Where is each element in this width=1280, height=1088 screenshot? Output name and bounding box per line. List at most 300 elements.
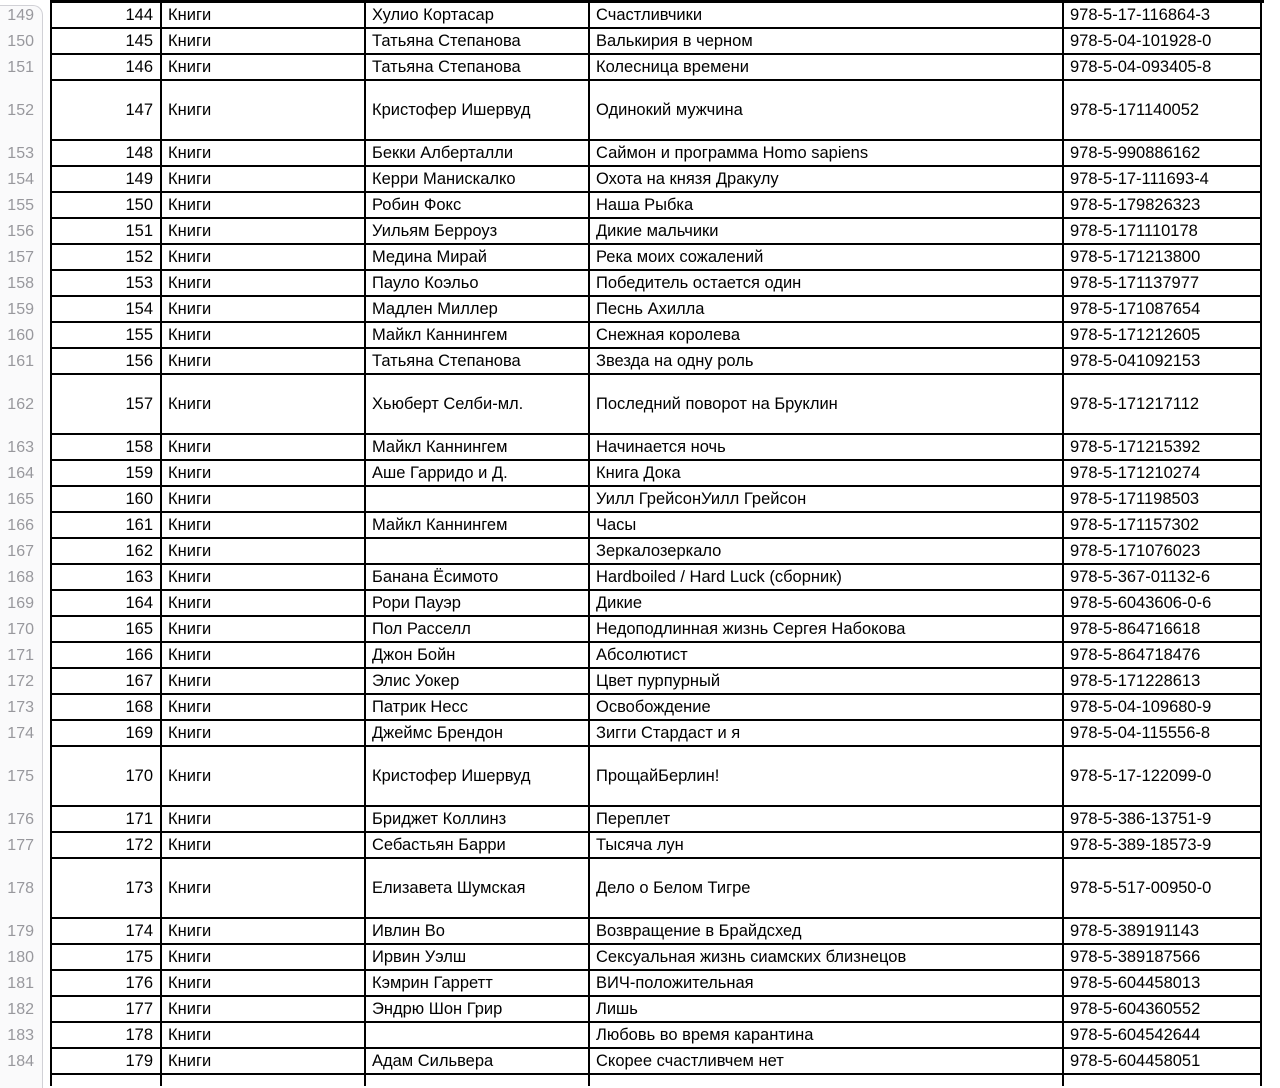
table-row: [0, 807, 1264, 833]
cell-author[interactable]: Майкл Каннингем: [366, 513, 590, 537]
cell-id[interactable]: 170: [50, 747, 162, 805]
cell-isbn[interactable]: 978-5-990886162: [1064, 141, 1262, 165]
cell-category[interactable]: Книги: [162, 833, 366, 857]
cell-id[interactable]: 176: [50, 971, 162, 995]
gutter-gap: [43, 349, 50, 375]
cell-isbn[interactable]: 978-5-604458051: [1064, 1049, 1262, 1073]
table-row-cells: [50, 461, 1262, 487]
cell-author[interactable]: Медина Мирай: [366, 245, 590, 269]
cell-id[interactable]: 167: [50, 669, 162, 693]
cell-author[interactable]: Мадлен Миллер: [366, 297, 590, 321]
table-row: [0, 245, 1264, 271]
cell-category[interactable]: Книги: [162, 859, 366, 917]
table-row-cells: [50, 245, 1262, 271]
cell-author[interactable]: Хьюберт Селби-мл.: [366, 375, 590, 433]
cell-isbn[interactable]: 978-5-171110178: [1064, 219, 1262, 243]
cell-isbn[interactable]: 978-5-367-01132-6: [1064, 565, 1262, 589]
row-number-header[interactable]: 150: [7, 33, 34, 50]
cell-category[interactable]: Книги: [162, 29, 366, 53]
table-row: [0, 565, 1264, 591]
cell-author[interactable]: [366, 539, 590, 563]
cell-title[interactable]: Книга Дока: [590, 461, 1064, 485]
gutter-gap: [43, 461, 50, 487]
table-row-cells: [50, 435, 1262, 461]
cell-title[interactable]: Валькирия в черном: [590, 29, 1064, 53]
cell-title[interactable]: Одинокий мужчина: [590, 81, 1064, 139]
cell-id[interactable]: 172: [50, 833, 162, 857]
cell-category[interactable]: Книги: [162, 323, 366, 347]
gutter-gap: [43, 297, 50, 323]
cell-isbn[interactable]: 978-5-041092153: [1064, 349, 1262, 373]
table-row: [0, 81, 1264, 141]
cell-title[interactable]: ПрощайБерлин!: [590, 747, 1064, 805]
cell-isbn[interactable]: 978-5-6043606-0-6: [1064, 591, 1262, 615]
gutter-gap: [43, 617, 50, 643]
cell-id[interactable]: 155: [50, 323, 162, 347]
cell-isbn[interactable]: 978-5-389191143: [1064, 919, 1262, 943]
cell-category[interactable]: Книги: [162, 167, 366, 191]
cell-id[interactable]: 150: [50, 193, 162, 217]
row-number-header[interactable]: 182: [7, 1001, 34, 1018]
table-row: [0, 539, 1264, 565]
cell-title[interactable]: Дело о Белом Тигре: [590, 859, 1064, 917]
cell-title[interactable]: Зигги Стардаст и я: [590, 721, 1064, 745]
gutter-gap: [43, 513, 50, 539]
cell-category[interactable]: Книги: [162, 219, 366, 243]
cell-category[interactable]: Книги: [162, 997, 366, 1021]
cell-isbn[interactable]: 978-5-171217112: [1064, 375, 1262, 433]
cell-title[interactable]: Лишь: [590, 997, 1064, 1021]
table-row: [0, 55, 1264, 81]
row-number-header[interactable]: 173: [7, 699, 34, 716]
cell-author[interactable]: Аше Гарридо и Д.: [366, 461, 590, 485]
table-row: [0, 193, 1264, 219]
row-number-header[interactable]: 172: [7, 673, 34, 690]
cell-author[interactable]: Бекки Алберталли: [366, 141, 590, 165]
cell-isbn[interactable]: 978-5-171215392: [1064, 435, 1262, 459]
cell-category[interactable]: Книги: [162, 1023, 366, 1047]
cell-category[interactable]: Книги: [162, 747, 366, 805]
cell-id[interactable]: 144: [50, 3, 162, 27]
table-row: [0, 833, 1264, 859]
cell-isbn[interactable]: 978-5-389-18573-9: [1064, 833, 1262, 857]
gutter-gap: [43, 81, 50, 141]
partial-row: [0, 1075, 1264, 1086]
table-row: [0, 3, 1264, 29]
cell-category[interactable]: Книги: [162, 193, 366, 217]
cell-category[interactable]: Книги: [162, 807, 366, 831]
cell-author[interactable]: Ивлин Во: [366, 919, 590, 943]
table-row: [0, 591, 1264, 617]
cell-category[interactable]: Книги: [162, 565, 366, 589]
table-row-cells: [50, 945, 1262, 971]
table-row-cells: [50, 271, 1262, 297]
cell-id[interactable]: 159: [50, 461, 162, 485]
cell-isbn[interactable]: 978-5-04-115556-8: [1064, 721, 1262, 745]
table-row-cells: [50, 591, 1262, 617]
cell-title[interactable]: Счастливчики: [590, 3, 1064, 27]
table-row-cells: [50, 1023, 1262, 1049]
gutter-gap: [43, 487, 50, 513]
row-number-header[interactable]: 167: [7, 543, 34, 560]
cell-isbn[interactable]: 978-5-04-101928-0: [1064, 29, 1262, 53]
cell-title[interactable]: Начинается ночь: [590, 435, 1064, 459]
cell-author[interactable]: Элис Уокер: [366, 669, 590, 693]
table-row-cells: [50, 859, 1262, 919]
row-number-header[interactable]: 170: [7, 621, 34, 638]
cell-title[interactable]: Уилл ГрейсонУилл Грейсон: [590, 487, 1064, 511]
row-number-header[interactable]: 159: [7, 301, 34, 318]
gutter-gap: [43, 643, 50, 669]
row-number-header[interactable]: 169: [7, 595, 34, 612]
cell-title[interactable]: Дикие: [590, 591, 1064, 615]
table-row: [0, 323, 1264, 349]
gutter-gap: [43, 919, 50, 945]
cell-author[interactable]: Робин Фокс: [366, 193, 590, 217]
cell-category[interactable]: Книги: [162, 513, 366, 537]
cell-title[interactable]: Сексуальная жизнь сиамских близнецов: [590, 945, 1064, 969]
table-row-cells: [50, 919, 1262, 945]
cell-category[interactable]: Книги: [162, 971, 366, 995]
cell-title[interactable]: Часы: [590, 513, 1064, 537]
table-row: [0, 617, 1264, 643]
table-row: [0, 513, 1264, 539]
table-row-cells: [50, 1075, 1262, 1086]
cell-title[interactable]: Тысяча лун: [590, 833, 1064, 857]
table-row-cells: [50, 833, 1262, 859]
gutter-gap: [43, 193, 50, 219]
cell-category[interactable]: Книги: [162, 919, 366, 943]
cell-category[interactable]: Книги: [162, 55, 366, 79]
cell-title[interactable]: ВИЧ-положительная: [590, 971, 1064, 995]
cell-title[interactable]: Освобождение: [590, 695, 1064, 719]
cell-title[interactable]: Hardboiled / Hard Luck (сборник): [590, 565, 1064, 589]
cell-title[interactable]: Саймон и программа Homo sapiens: [590, 141, 1064, 165]
table-row-cells: [50, 721, 1262, 747]
cell-author[interactable]: Уильям Берроуз: [366, 219, 590, 243]
cell-id[interactable]: 148: [50, 141, 162, 165]
cell-id[interactable]: 166: [50, 643, 162, 667]
cell-category[interactable]: Книги: [162, 669, 366, 693]
row-number-header[interactable]: 176: [7, 811, 34, 828]
row-number-header[interactable]: 181: [7, 975, 34, 992]
cell-title[interactable]: Недоподлинная жизнь Сергея Набокова: [590, 617, 1064, 641]
cell-title[interactable]: Абсолютист: [590, 643, 1064, 667]
cell-author[interactable]: [366, 1075, 590, 1086]
cell-title[interactable]: Переплет: [590, 807, 1064, 831]
cell-isbn[interactable]: 978-5-171087654: [1064, 297, 1262, 321]
cell-id[interactable]: 145: [50, 29, 162, 53]
cell-isbn[interactable]: [1064, 1075, 1262, 1086]
cell-isbn[interactable]: 978-5-17-116864-3: [1064, 3, 1262, 27]
row-number-header[interactable]: 178: [7, 880, 34, 897]
gutter-gap: [43, 1075, 50, 1086]
table-row-cells: [50, 997, 1262, 1023]
cell-id[interactable]: 164: [50, 591, 162, 615]
gutter-gap: [43, 859, 50, 919]
cell-category[interactable]: Книги: [162, 945, 366, 969]
cell-author[interactable]: Кристофер Ишервуд: [366, 81, 590, 139]
row-number-header[interactable]: 155: [7, 197, 34, 214]
cell-id[interactable]: 160: [50, 487, 162, 511]
row-number-header[interactable]: 154: [7, 171, 34, 188]
cell-title[interactable]: Зеркалозеркало: [590, 539, 1064, 563]
cell-isbn[interactable]: 978-5-517-00950-0: [1064, 859, 1262, 917]
table-row: [0, 747, 1264, 807]
cell-id[interactable]: 158: [50, 435, 162, 459]
table-row: [0, 1049, 1264, 1075]
table-row: [0, 375, 1264, 435]
cell-isbn[interactable]: 978-5-864716618: [1064, 617, 1262, 641]
cell-isbn[interactable]: 978-5-604542644: [1064, 1023, 1262, 1047]
cell-author[interactable]: Эндрю Шон Грир: [366, 997, 590, 1021]
cell-category[interactable]: Книги: [162, 81, 366, 139]
cell-id[interactable]: 168: [50, 695, 162, 719]
cell-author[interactable]: Майкл Каннингем: [366, 435, 590, 459]
cell-id[interactable]: 173: [50, 859, 162, 917]
cell-category[interactable]: Книги: [162, 1049, 366, 1073]
cell-category[interactable]: Книги: [162, 617, 366, 641]
table-row-cells: [50, 617, 1262, 643]
cell-id[interactable]: 157: [50, 375, 162, 433]
cell-isbn[interactable]: 978-5-171198503: [1064, 487, 1262, 511]
cell-author[interactable]: Керри Манискалко: [366, 167, 590, 191]
cell-title[interactable]: Река моих сожалений: [590, 245, 1064, 269]
cell-category[interactable]: Книги: [162, 271, 366, 295]
cell-isbn[interactable]: 978-5-17-111693-4: [1064, 167, 1262, 191]
cell-author[interactable]: [366, 487, 590, 511]
gutter-gap: [43, 833, 50, 859]
table-row-cells: [50, 193, 1262, 219]
cell-id[interactable]: 153: [50, 271, 162, 295]
cell-author[interactable]: Татьяна Степанова: [366, 55, 590, 79]
cell-author[interactable]: Банана Ёсимото: [366, 565, 590, 589]
cell-author[interactable]: Бриджет Коллинз: [366, 807, 590, 831]
row-number-header[interactable]: 175: [7, 768, 34, 785]
cell-author[interactable]: Хулио Кортасар: [366, 3, 590, 27]
cell-category[interactable]: Книги: [162, 591, 366, 615]
cell-author[interactable]: Патрик Несс: [366, 695, 590, 719]
table-row: [0, 141, 1264, 167]
row-number-header[interactable]: 160: [7, 327, 34, 344]
row-number-header[interactable]: 166: [7, 517, 34, 534]
cell-id[interactable]: 162: [50, 539, 162, 563]
cell-category[interactable]: Книги: [162, 3, 366, 27]
cell-isbn[interactable]: 978-5-386-13751-9: [1064, 807, 1262, 831]
cell-author[interactable]: Елизавета Шумская: [366, 859, 590, 917]
row-number-header[interactable]: 174: [7, 725, 34, 742]
row-number-header[interactable]: 171: [7, 647, 34, 664]
gutter-gap: [43, 997, 50, 1023]
table-row-cells: [50, 1049, 1262, 1075]
gutter-gap: [43, 375, 50, 435]
cell-category[interactable]: Книги: [162, 435, 366, 459]
table-row: [0, 643, 1264, 669]
cell-isbn[interactable]: 978-5-171137977: [1064, 271, 1262, 295]
table-row: [0, 669, 1264, 695]
cell-id[interactable]: 161: [50, 513, 162, 537]
cell-category[interactable]: Книги: [162, 297, 366, 321]
cell-author[interactable]: Кристофер Ишервуд: [366, 747, 590, 805]
cell-isbn[interactable]: 978-5-171076023: [1064, 539, 1262, 563]
cell-category[interactable]: [162, 1075, 366, 1086]
cell-category[interactable]: Книги: [162, 539, 366, 563]
cell-category[interactable]: Книги: [162, 375, 366, 433]
cell-isbn[interactable]: 978-5-04-109680-9: [1064, 695, 1262, 719]
table-row-cells: [50, 167, 1262, 193]
cell-isbn[interactable]: 978-5-179826323: [1064, 193, 1262, 217]
cell-id[interactable]: 177: [50, 997, 162, 1021]
cell-title[interactable]: Песнь Ахилла: [590, 297, 1064, 321]
gutter-gap: [43, 435, 50, 461]
table-row: [0, 167, 1264, 193]
cell-category[interactable]: Книги: [162, 487, 366, 511]
cell-title[interactable]: Снежная королева: [590, 323, 1064, 347]
gutter-gap: [43, 3, 50, 29]
cell-isbn[interactable]: 978-5-171212605: [1064, 323, 1262, 347]
table-row: [0, 721, 1264, 747]
table-row: [0, 945, 1264, 971]
row-number-header[interactable]: 168: [7, 569, 34, 586]
row-number-header[interactable]: 153: [7, 145, 34, 162]
gutter-gap: [43, 167, 50, 193]
table-row: [0, 859, 1264, 919]
gutter-gap: [43, 245, 50, 271]
table-row-cells: [50, 747, 1262, 807]
cell-id[interactable]: 152: [50, 245, 162, 269]
table-row-cells: [50, 55, 1262, 81]
cell-id[interactable]: 154: [50, 297, 162, 321]
cell-isbn[interactable]: 978-5-171228613: [1064, 669, 1262, 693]
row-number-header[interactable]: 156: [7, 223, 34, 240]
cell-isbn[interactable]: 978-5-17-122099-0: [1064, 747, 1262, 805]
cell-id[interactable]: 178: [50, 1023, 162, 1047]
cell-category[interactable]: Книги: [162, 461, 366, 485]
row-number-header: [0, 1075, 43, 1086]
cell-category[interactable]: Книги: [162, 141, 366, 165]
cell-author[interactable]: Пауло Коэльо: [366, 271, 590, 295]
row-number-header[interactable]: 162: [7, 396, 34, 413]
row-number-header[interactable]: 179: [7, 923, 34, 940]
cell-author[interactable]: Татьяна Степанова: [366, 29, 590, 53]
gutter-gap: [43, 539, 50, 565]
cell-id[interactable]: 165: [50, 617, 162, 641]
row-number-header[interactable]: 180: [7, 949, 34, 966]
cell-author[interactable]: Майкл Каннингем: [366, 323, 590, 347]
row-number-header[interactable]: 151: [7, 59, 34, 76]
cell-id[interactable]: 156: [50, 349, 162, 373]
gutter-gap: [43, 591, 50, 617]
gutter-gap: [43, 945, 50, 971]
cell-title[interactable]: Любовь во время карантина: [590, 1023, 1064, 1047]
row-number-header[interactable]: 158: [7, 275, 34, 292]
cell-isbn[interactable]: 978-5-171157302: [1064, 513, 1262, 537]
table-row: [0, 461, 1264, 487]
cell-title[interactable]: Колесница времени: [590, 55, 1064, 79]
table-row-cells: [50, 297, 1262, 323]
cell-title[interactable]: Победитель остается один: [590, 271, 1064, 295]
gutter-gap: [43, 747, 50, 807]
cell-isbn[interactable]: 978-5-171140052: [1064, 81, 1262, 139]
cell-title[interactable]: Последний поворот на Бруклин: [590, 375, 1064, 433]
cell-title[interactable]: Наша Рыбка: [590, 193, 1064, 217]
gutter-gap: [43, 695, 50, 721]
cell-author[interactable]: Пол Расселл: [366, 617, 590, 641]
cell-id[interactable]: 179: [50, 1049, 162, 1073]
cell-id[interactable]: [50, 1075, 162, 1086]
cell-title[interactable]: Возвращение в Брайдсхед: [590, 919, 1064, 943]
cell-author[interactable]: Адам Сильвера: [366, 1049, 590, 1073]
cell-author[interactable]: Татьяна Степанова: [366, 349, 590, 373]
cell-category[interactable]: Книги: [162, 245, 366, 269]
cell-id[interactable]: 174: [50, 919, 162, 943]
row-number-header[interactable]: 157: [7, 249, 34, 266]
row-number-header[interactable]: 183: [7, 1027, 34, 1044]
cell-author[interactable]: Рори Пауэр: [366, 591, 590, 615]
cell-title[interactable]: Скорее счастливчем нет: [590, 1049, 1064, 1073]
table-row-cells: [50, 81, 1262, 141]
cell-author[interactable]: Ирвин Уэлш: [366, 945, 590, 969]
row-number-header[interactable]: 165: [7, 491, 34, 508]
cell-id[interactable]: 149: [50, 167, 162, 191]
cell-title[interactable]: Охота на князя Дракулу: [590, 167, 1064, 191]
gutter-gap: [43, 565, 50, 591]
cell-author[interactable]: Кэмрин Гарретт: [366, 971, 590, 995]
cell-category[interactable]: Книги: [162, 349, 366, 373]
table-row: [0, 271, 1264, 297]
table-row: [0, 997, 1264, 1023]
cell-isbn[interactable]: 978-5-864718476: [1064, 643, 1262, 667]
table-row: [0, 1023, 1264, 1049]
table-row-cells: [50, 971, 1262, 997]
row-number-header[interactable]: 164: [7, 465, 34, 482]
cell-id[interactable]: 163: [50, 565, 162, 589]
cell-title[interactable]: [590, 1075, 1064, 1086]
cell-author[interactable]: Джон Бойн: [366, 643, 590, 667]
row-number-header[interactable]: 152: [7, 102, 34, 119]
cell-isbn[interactable]: 978-5-171210274: [1064, 461, 1262, 485]
table-row-cells: [50, 349, 1262, 375]
cell-category[interactable]: Книги: [162, 721, 366, 745]
row-number-header[interactable]: 163: [7, 439, 34, 456]
row-number-header[interactable]: 177: [7, 837, 34, 854]
cell-title[interactable]: Дикие мальчики: [590, 219, 1064, 243]
row-number-header[interactable]: 161: [7, 353, 34, 370]
cell-category[interactable]: Книги: [162, 643, 366, 667]
cell-isbn[interactable]: 978-5-04-093405-8: [1064, 55, 1262, 79]
cell-title[interactable]: Звезда на одну роль: [590, 349, 1064, 373]
cell-id[interactable]: 169: [50, 721, 162, 745]
cell-id[interactable]: 171: [50, 807, 162, 831]
row-number-header[interactable]: 149: [7, 7, 34, 24]
cell-author[interactable]: Себастьян Барри: [366, 833, 590, 857]
cell-isbn[interactable]: 978-5-604360552: [1064, 997, 1262, 1021]
cell-isbn[interactable]: 978-5-604458013: [1064, 971, 1262, 995]
cell-author[interactable]: [366, 1023, 590, 1047]
gutter-gap: [43, 1023, 50, 1049]
cell-id[interactable]: 146: [50, 55, 162, 79]
cell-isbn[interactable]: 978-5-389187566: [1064, 945, 1262, 969]
row-number-header[interactable]: 184: [7, 1053, 34, 1070]
cell-id[interactable]: 175: [50, 945, 162, 969]
table-row: [0, 29, 1264, 55]
cell-author[interactable]: Джеймс Брендон: [366, 721, 590, 745]
cell-id[interactable]: 147: [50, 81, 162, 139]
cell-category[interactable]: Книги: [162, 695, 366, 719]
cell-title[interactable]: Цвет пурпурный: [590, 669, 1064, 693]
cell-id[interactable]: 151: [50, 219, 162, 243]
cell-isbn[interactable]: 978-5-171213800: [1064, 245, 1262, 269]
